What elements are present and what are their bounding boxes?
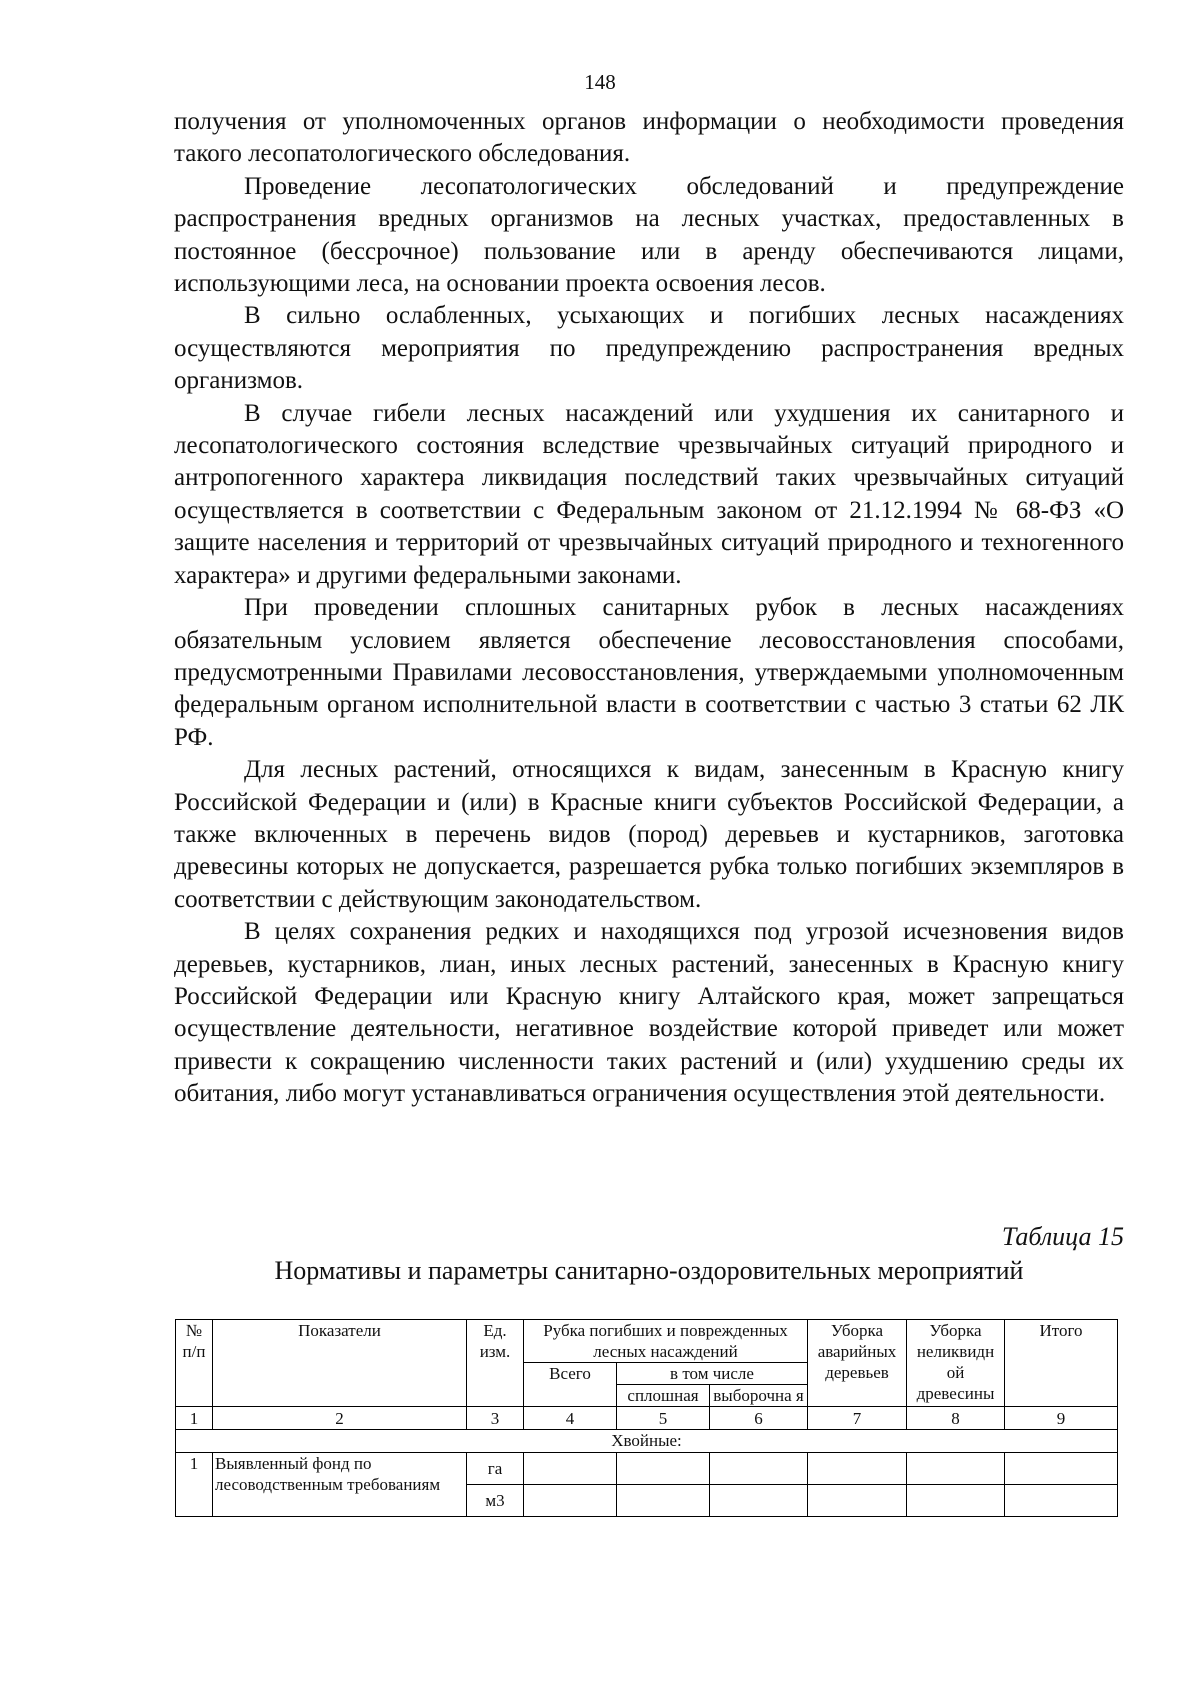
paragraph-7: В целях сохранения редких и находящихся под угрозой исчезновения видов деревьев, кустарников, лиан, иных лесных растений, занесенных в Красную книгу Российской Федерации или Красную книгу Алтайского края, может запрещаться осуществление деятельности, негативное воздействие которой приведет или может привести к сокращению численности таких растений и (или) ухудшению среды их обитания, либо могут устанавливаться ограничения осуществления этой деятельности. bbox=[174, 918, 1124, 1108]
header-row-1 bbox=[176, 1320, 1118, 1363]
header-num: № п/п bbox=[176, 1320, 213, 1407]
page-number: 148 bbox=[584, 70, 616, 94]
column-number: 1 bbox=[176, 1407, 213, 1430]
row-num: 1 bbox=[176, 1453, 213, 1517]
column-number: 2 bbox=[213, 1407, 467, 1430]
table-cell bbox=[524, 1485, 617, 1517]
section-label: Хвойные: bbox=[176, 1430, 1118, 1453]
paragraph-1: получения от уполномоченных органов информации о необходимости проведения такого лесопатологического обследования. bbox=[174, 108, 1124, 168]
header-selective: выборочна я bbox=[710, 1385, 808, 1407]
column-number: 6 bbox=[710, 1407, 808, 1430]
header-unit: Ед. изм. bbox=[467, 1320, 524, 1407]
header-total: Итого bbox=[1005, 1320, 1118, 1407]
column-number-row bbox=[176, 1407, 1118, 1430]
header-indicators: Показатели bbox=[213, 1320, 467, 1407]
table-row bbox=[176, 1453, 1118, 1485]
table-cell bbox=[617, 1485, 710, 1517]
header-clear: сплошная bbox=[617, 1385, 710, 1407]
table-cell bbox=[710, 1485, 808, 1517]
table-cell bbox=[617, 1453, 710, 1485]
row-indicator: Выявленный фонд по лесоводственным требованиям bbox=[213, 1453, 467, 1517]
table-title: Нормативы и параметры санитарно-оздоровительных мероприятий bbox=[274, 1256, 1024, 1285]
column-number: 5 bbox=[617, 1407, 710, 1430]
row-unit: м3 bbox=[467, 1485, 524, 1517]
column-number: 9 bbox=[1005, 1407, 1118, 1430]
table-cell bbox=[524, 1453, 617, 1485]
header-illiquid: Уборка неликвидн ой древесины bbox=[907, 1320, 1005, 1407]
paragraph-4: В случае гибели лесных насаждений или ухудшения их санитарного и лесопатологического состояния вследствие чрезвычайных ситуаций природного и антропогенного характера ликвидация последствий таких чрезвычайных ситуаций осуществляется в соответствии с Федеральным законом от 21.12.1994 № 68-ФЗ «О защите населения и территорий от чрезвычайных ситуаций природного и техногенного характера» и другими федеральными законами. bbox=[174, 399, 1124, 589]
column-number: 3 bbox=[467, 1407, 524, 1430]
table-cell bbox=[808, 1485, 907, 1517]
column-number: 8 bbox=[907, 1407, 1005, 1430]
column-number: 4 bbox=[524, 1407, 617, 1430]
section-row bbox=[176, 1430, 1118, 1453]
header-emergency: Уборка аварийных деревьев bbox=[808, 1320, 907, 1407]
header-total-all: Всего bbox=[524, 1363, 617, 1407]
column-number: 7 bbox=[808, 1407, 907, 1430]
header-felling: Рубка погибших и поврежденных лесных насаждений bbox=[524, 1320, 808, 1363]
row-unit: га bbox=[467, 1453, 524, 1485]
paragraph-3: В сильно ослабленных, усыхающих и погибших лесных насаждениях осуществляются мероприятия по предупреждению распространения вредных организмов. bbox=[174, 302, 1124, 395]
paragraph-2: Проведение лесопатологических обследований и предупреждение распространения вредных организмов на лесных участках, предоставленных в постоянное (бессрочное) пользование или в аренду обеспечиваются лицами, использующими леса, на основании проекта освоения лесов. bbox=[174, 172, 1124, 298]
body-text bbox=[174, 106, 1124, 1111]
table-cell bbox=[710, 1453, 808, 1485]
table-caption: Таблица 15 bbox=[1001, 1222, 1124, 1251]
paragraph-5: При проведении сплошных санитарных рубок в лесных насаждениях обязательным условием является обеспечение лесовосстановления способами, предусмотренными Правилами лесовосстановления, утверждаемыми уполномоченным федеральным органом исполнительной власти в соответствии с частью 3 статьи 62 ЛК РФ. bbox=[174, 594, 1124, 751]
table-cell bbox=[907, 1485, 1005, 1517]
table-cell bbox=[1005, 1485, 1118, 1517]
table-cell bbox=[1005, 1453, 1118, 1485]
table-cell bbox=[907, 1453, 1005, 1485]
paragraph-6: Для лесных растений, относящихся к видам, занесенным в Красную книгу Российской Федерации и (или) в Красные книги субъектов Российской Федерации, а также включенных в перечень видов (пород) деревьев и кустарников, заготовка древесины которых не допускается, разрешается рубка только погибших экземпляров в соответствии с действующим законодательством. bbox=[174, 756, 1124, 913]
header-including: в том числе bbox=[617, 1363, 808, 1385]
norms-table bbox=[175, 1319, 1118, 1517]
table-cell bbox=[808, 1453, 907, 1485]
